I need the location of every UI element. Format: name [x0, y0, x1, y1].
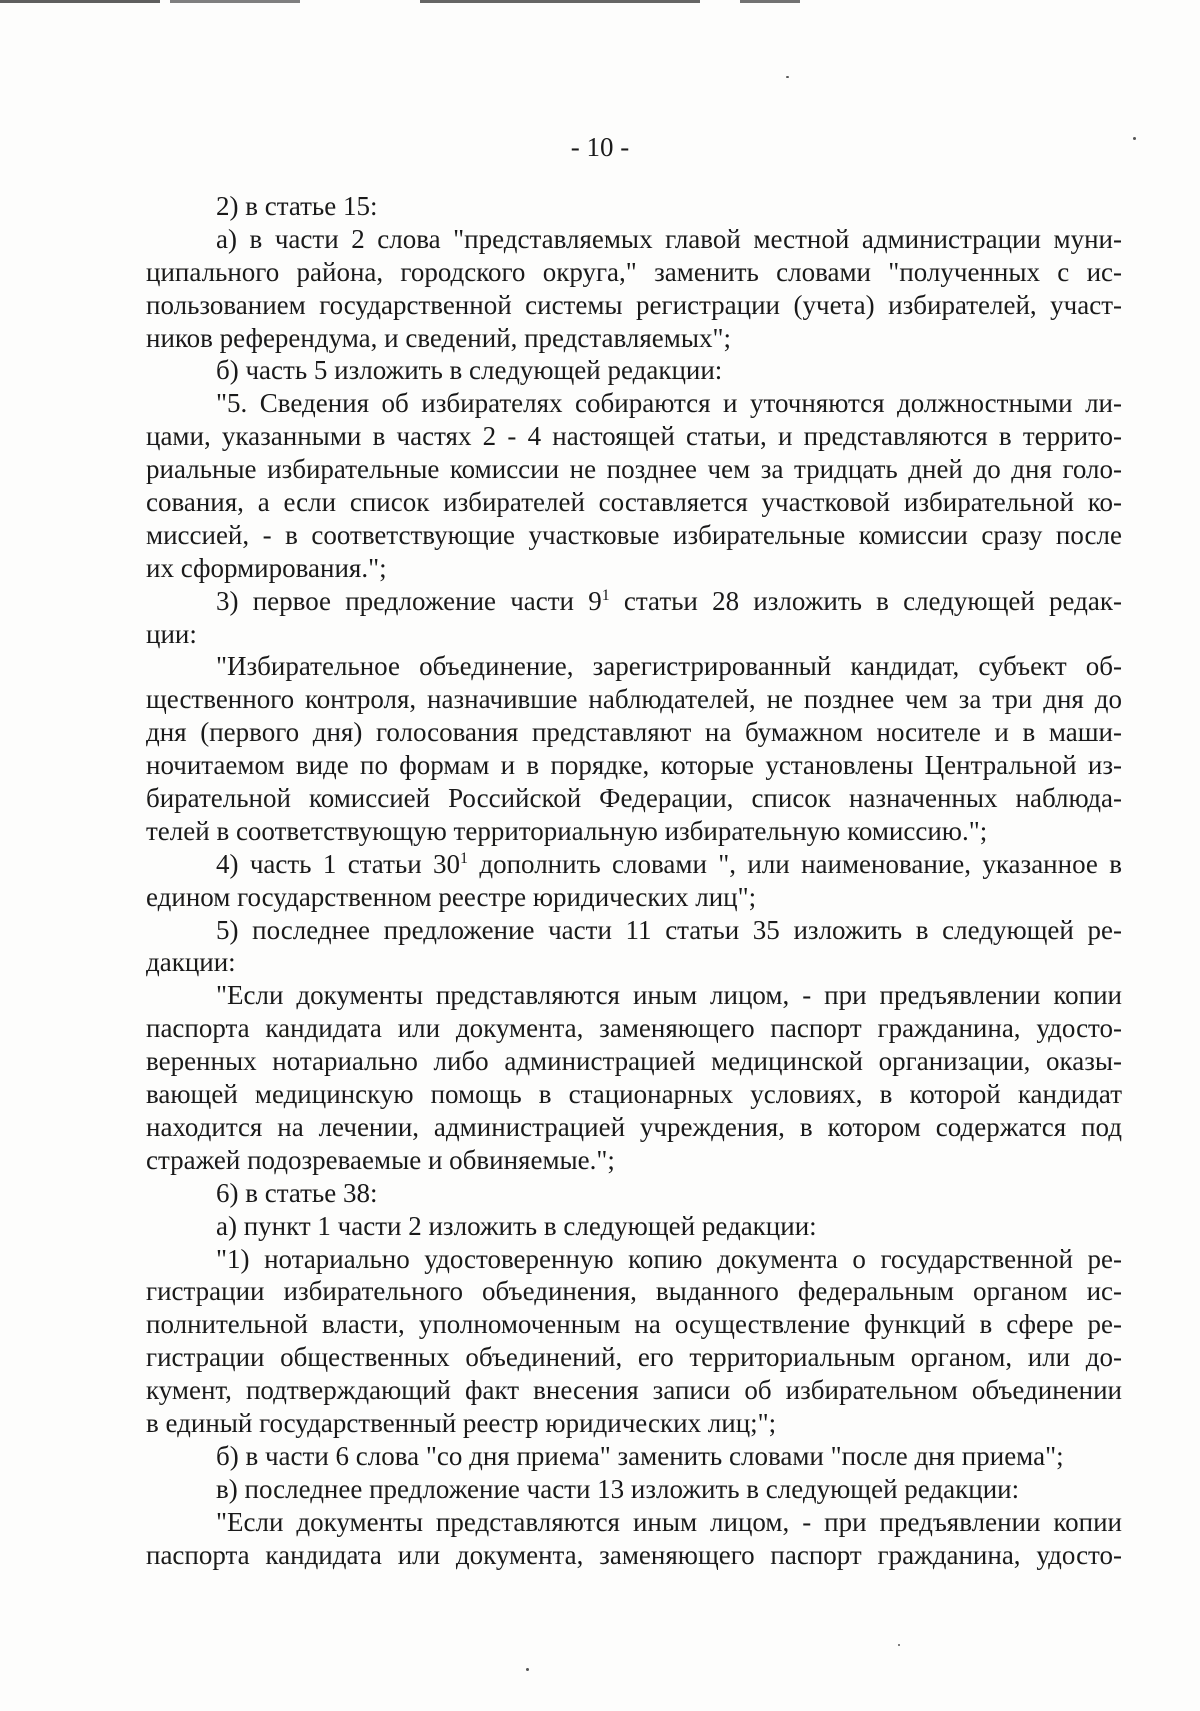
document-body: [146, 190, 1122, 1571]
text-line: "Если документы представляются иным лицом, - при предъявлении копии: [216, 980, 1122, 1011]
text-line: а) в части 2 слова "представляемых главой местной администрации муни-: [216, 223, 1122, 254]
scan-speck: [898, 1644, 900, 1646]
text-line: "5. Сведения об избирателях собираются и уточняются должностными ли-: [216, 388, 1122, 419]
text-line: дакции:: [146, 947, 236, 978]
text-segment: 4) часть 1 статьи 30: [216, 848, 461, 879]
text-line: ципального района, городского округа," заменить словами "полученных с ис-: [146, 256, 1122, 287]
text-line: а) пункт 1 части 2 изложить в следующей редакции:: [216, 1210, 817, 1241]
text-line: риальные избирательные комиссии не позднее чем за тридцать дней до дня голо-: [146, 454, 1122, 485]
text-line: находится на лечении, администрацией учреждения, в котором содержатся под: [146, 1111, 1122, 1142]
text-line: гистрации общественных объединений, его территориальным органом, или до-: [146, 1342, 1122, 1373]
text-line: ночитаемом виде по формам и в порядке, которые установлены Центральной из-: [146, 750, 1122, 781]
text-segment: дополнить словами ", или наименование, указанное в: [468, 848, 1122, 879]
text-line: гистрации избирательного объединения, выданного федеральным органом ис-: [146, 1276, 1122, 1307]
text-line: 2) в статье 15:: [216, 191, 378, 221]
text-line: дня (первого дня) голосования представляют на бумажном носителе и в маши-: [146, 717, 1122, 748]
text-line: их сформирования.";: [146, 552, 387, 583]
text-line: кумент, подтверждающий факт внесения записи об избирательном объединении: [146, 1375, 1122, 1406]
scan-edge-line: [0, 0, 1200, 3]
text-line: телей в соответствующую территориальную избирательную комиссию.";: [146, 815, 988, 846]
text-line: пользованием государственной системы регистрации (учета) избирателей, участ-: [146, 289, 1122, 320]
text-line: веренных нотариально либо администрацией медицинской организации, оказы-: [146, 1046, 1122, 1077]
text-line: бирательной комиссией Российской Федерации, список назначенных наблюда-: [146, 783, 1122, 814]
text-segment: 3) первое предложение части 9: [216, 585, 602, 616]
scan-speck: [1133, 137, 1136, 140]
text-line: вающей медицинскую помощь в стационарных условиях, в которой кандидат: [146, 1079, 1122, 1110]
text-line: "1) нотариально удостоверенную копию документа о государственной ре-: [216, 1243, 1122, 1274]
text-line: 5) последнее предложение части 11 статьи 35 изложить в следующей ре-: [216, 914, 1122, 945]
text-line: "Если документы представляются иным лицом, - при предъявлении копии: [216, 1506, 1122, 1537]
text-line: в единый государственный реестр юридических лиц;";: [146, 1407, 777, 1438]
text-line: б) в части 6 слова "со дня приема" заменить словами "после дня приема";: [216, 1440, 1064, 1471]
text-line: едином государственном реестре юридических лиц";: [146, 881, 757, 912]
text-line: щественного контроля, назначившие наблюдателей, не позднее чем за три дня до: [146, 684, 1122, 715]
text-line: [146, 585, 1122, 618]
text-line: б) часть 5 изложить в следующей редакции:: [216, 355, 723, 386]
text-line: в) последнее предложение части 13 изложить в следующей редакции:: [216, 1473, 1020, 1504]
scan-speck: [526, 1668, 529, 1671]
text-line: полнительной власти, уполномоченным на осуществление функций в сфере ре-: [146, 1309, 1122, 1340]
page-number: - 10 -: [570, 132, 630, 162]
text-line: сования, а если список избирателей составляется участковой избирательной ко-: [146, 487, 1122, 518]
text-line: цами, указанными в частях 2 - 4 настоящей статьи, и представляются в террито-: [146, 421, 1122, 452]
text-line: миссией, - в соответствующие участковые избирательные комиссии сразу после: [146, 519, 1122, 550]
text-line: паспорта кандидата или документа, заменяющего паспорт гражданина, удосто-: [146, 1539, 1122, 1570]
text-line: ников референдума, и сведений, представляемых";: [146, 322, 732, 353]
superscript: 1: [601, 586, 610, 604]
text-line: паспорта кандидата или документа, заменяющего паспорт гражданина, удосто-: [146, 1013, 1122, 1044]
text-line: [146, 848, 1122, 881]
text-line: стражей подозреваемые и обвиняемые.";: [146, 1144, 615, 1175]
text-segment: статьи 28 изложить в следующей редак-: [609, 585, 1122, 616]
text-line: "Избирательное объединение, зарегистрированный кандидат, субъект об-: [216, 651, 1122, 682]
superscript: 1: [460, 849, 469, 867]
scan-speck: [786, 76, 789, 78]
text-line: 6) в статье 38:: [216, 1177, 378, 1208]
text-line: ции:: [146, 618, 197, 649]
